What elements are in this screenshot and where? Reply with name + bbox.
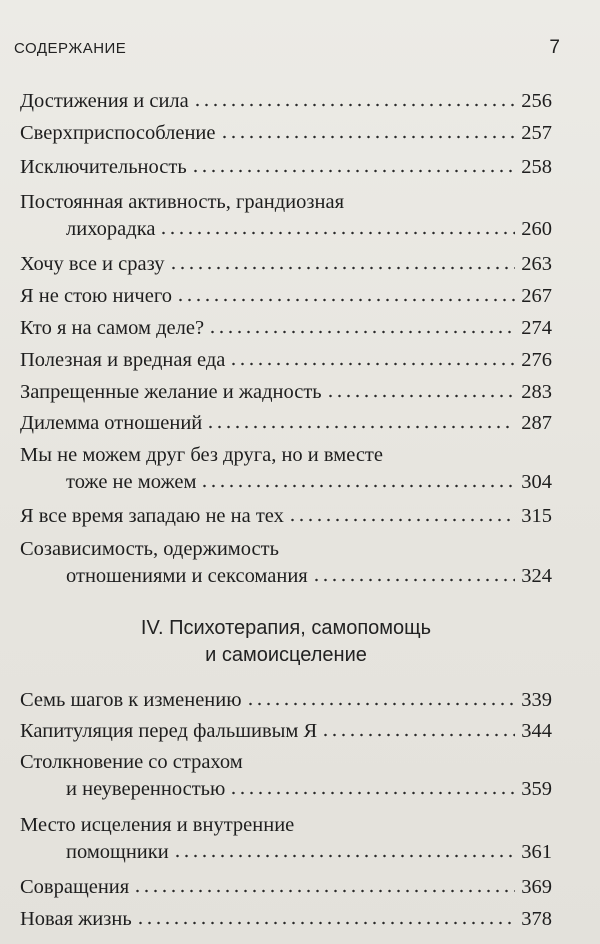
- toc-entry-line: [20, 563, 552, 590]
- toc-entry-title: Сверхприспособление: [20, 122, 216, 144]
- toc-entry-line: [20, 536, 552, 563]
- toc-entry: [20, 347, 552, 374]
- toc-entry-line: [20, 812, 552, 839]
- toc-entry-page-number: 344: [521, 720, 552, 742]
- toc-entry-page-number: 276: [521, 349, 552, 371]
- toc-entry-title: Мы не можем друг без друга, но и вместе: [20, 444, 383, 466]
- toc-entry-page-number: 369: [521, 876, 552, 898]
- toc-entry-page-number: 256: [521, 90, 552, 112]
- toc-entry-title: Постоянная активность, грандиозная: [20, 191, 344, 213]
- toc-entry-line: [20, 283, 552, 310]
- toc-entry-page-number: 339: [521, 689, 552, 711]
- toc-entry: [20, 749, 552, 803]
- toc-entry-title: Дилемма отношений: [20, 412, 203, 434]
- dot-leader: [246, 702, 516, 706]
- toc-entry: [20, 687, 552, 714]
- toc-entry-title: Столкновение со страхом: [20, 751, 243, 773]
- toc-entry-title: Исключительность: [20, 156, 187, 178]
- toc-entry: [20, 315, 552, 342]
- toc-entry: [20, 283, 552, 310]
- toc-entry-page-number: 258: [521, 156, 552, 178]
- toc-entry-line: [20, 88, 552, 115]
- section-heading: [20, 615, 552, 669]
- toc-entry-page-number: 260: [521, 218, 552, 240]
- toc-entry: [20, 120, 552, 147]
- toc-entry-title: отношениями и сексомания: [66, 565, 308, 587]
- toc-entry: [20, 503, 552, 530]
- dot-leader: [136, 921, 516, 925]
- toc-entry-page-number: 361: [521, 841, 552, 863]
- page-number: 7: [549, 37, 560, 58]
- toc-entry-line: [20, 154, 552, 181]
- toc-entry-page-number: 315: [521, 505, 552, 527]
- toc-entry-page-number: 324: [521, 565, 552, 587]
- dot-leader: [229, 362, 515, 366]
- running-title: СОДЕРЖАНИЕ: [14, 40, 127, 57]
- toc-entry: [20, 812, 552, 866]
- toc-entry-line: [20, 503, 552, 530]
- toc-entry-title: Я не стою ничего: [20, 285, 172, 307]
- dot-leader: [169, 266, 516, 270]
- toc-entry-title: Совращения: [20, 876, 130, 898]
- toc-entry-title: Семь шагов к изменению: [20, 689, 242, 711]
- toc-entry: [20, 874, 552, 901]
- toc-entry-page-number: 274: [521, 317, 552, 339]
- dot-leader: [193, 103, 515, 107]
- toc-entry: [20, 189, 552, 243]
- dot-leader: [229, 791, 515, 795]
- toc-entry-title: лихорадка: [66, 218, 156, 240]
- toc-entry-line: [20, 189, 552, 216]
- toc-entry-title: и неуверенностью: [66, 778, 226, 800]
- toc-entry-title: Достижения и сила: [20, 90, 189, 112]
- toc-entry-title: Созависимость, одержимость: [20, 538, 279, 560]
- dot-leader: [173, 854, 516, 858]
- toc-entry-title: помощники: [66, 841, 169, 863]
- toc-entry-line: [20, 120, 552, 147]
- dot-leader: [206, 425, 515, 429]
- dot-leader: [288, 518, 515, 522]
- dot-leader: [176, 298, 515, 302]
- dot-leader: [191, 169, 516, 173]
- toc-entry: [20, 718, 552, 745]
- section-heading-line-1: IV. Психотерапия, самопомощь: [140, 617, 432, 639]
- toc-entry: [20, 536, 552, 590]
- toc-entry-page-number: 304: [521, 471, 552, 493]
- toc-entry-title: Я все время западаю не на тех: [20, 505, 284, 527]
- dot-leader: [133, 889, 515, 893]
- toc-entry-line: [20, 718, 552, 745]
- dot-leader: [321, 733, 515, 737]
- toc-entry: [20, 379, 552, 406]
- toc-entry: [20, 88, 552, 115]
- toc-entry-title: Запрещенные желание и жадность: [20, 381, 322, 403]
- dot-leader: [220, 135, 516, 139]
- toc-entry-title: Хочу все и сразу: [20, 253, 165, 275]
- dot-leader: [312, 578, 516, 582]
- toc-entry: [20, 442, 552, 496]
- toc-entry-page-number: 283: [521, 381, 552, 403]
- toc-entry-page-number: 257: [521, 122, 552, 144]
- toc-entry-page-number: 267: [521, 285, 552, 307]
- toc-entry-line: [20, 687, 552, 714]
- toc-entry: [20, 154, 552, 181]
- toc-entry-line: [20, 216, 552, 243]
- dot-leader: [200, 484, 515, 488]
- toc-entry-line: [20, 442, 552, 469]
- toc-entry-title: Новая жизнь: [20, 908, 132, 930]
- toc-entry-line: [20, 874, 552, 901]
- toc-entry: [20, 906, 552, 933]
- toc-entry: [20, 251, 552, 278]
- dot-leader: [159, 231, 515, 235]
- toc-entry-title: Место исцеления и внутренние: [20, 814, 295, 836]
- toc-entry-line: [20, 776, 552, 803]
- toc-entry-line: [20, 347, 552, 374]
- section-heading-line-2: и самоисцеление: [205, 644, 367, 666]
- toc-entry-line: [20, 469, 552, 496]
- toc-entry-line: [20, 379, 552, 406]
- toc-entry-line: [20, 906, 552, 933]
- toc-entry-page-number: 287: [521, 412, 552, 434]
- toc-entry-line: [20, 251, 552, 278]
- toc-entry-title: Капитуляция перед фальшивым Я: [20, 720, 318, 742]
- toc-entry-line: [20, 315, 552, 342]
- toc-entry-line: [20, 839, 552, 866]
- toc-entry: [20, 410, 552, 437]
- toc-entry-page-number: 359: [521, 778, 552, 800]
- toc-entry-title: Кто я на самом деле?: [20, 317, 205, 339]
- toc-entry-title: Полезная и вредная еда: [20, 349, 226, 371]
- dot-leader: [208, 330, 515, 334]
- toc-entry-page-number: 263: [521, 253, 552, 275]
- toc-entry-line: [20, 749, 552, 776]
- toc-entry-title: тоже не можем: [66, 471, 197, 493]
- dot-leader: [326, 394, 516, 398]
- toc-entry-page-number: 378: [521, 908, 552, 930]
- toc-entry-line: [20, 410, 552, 437]
